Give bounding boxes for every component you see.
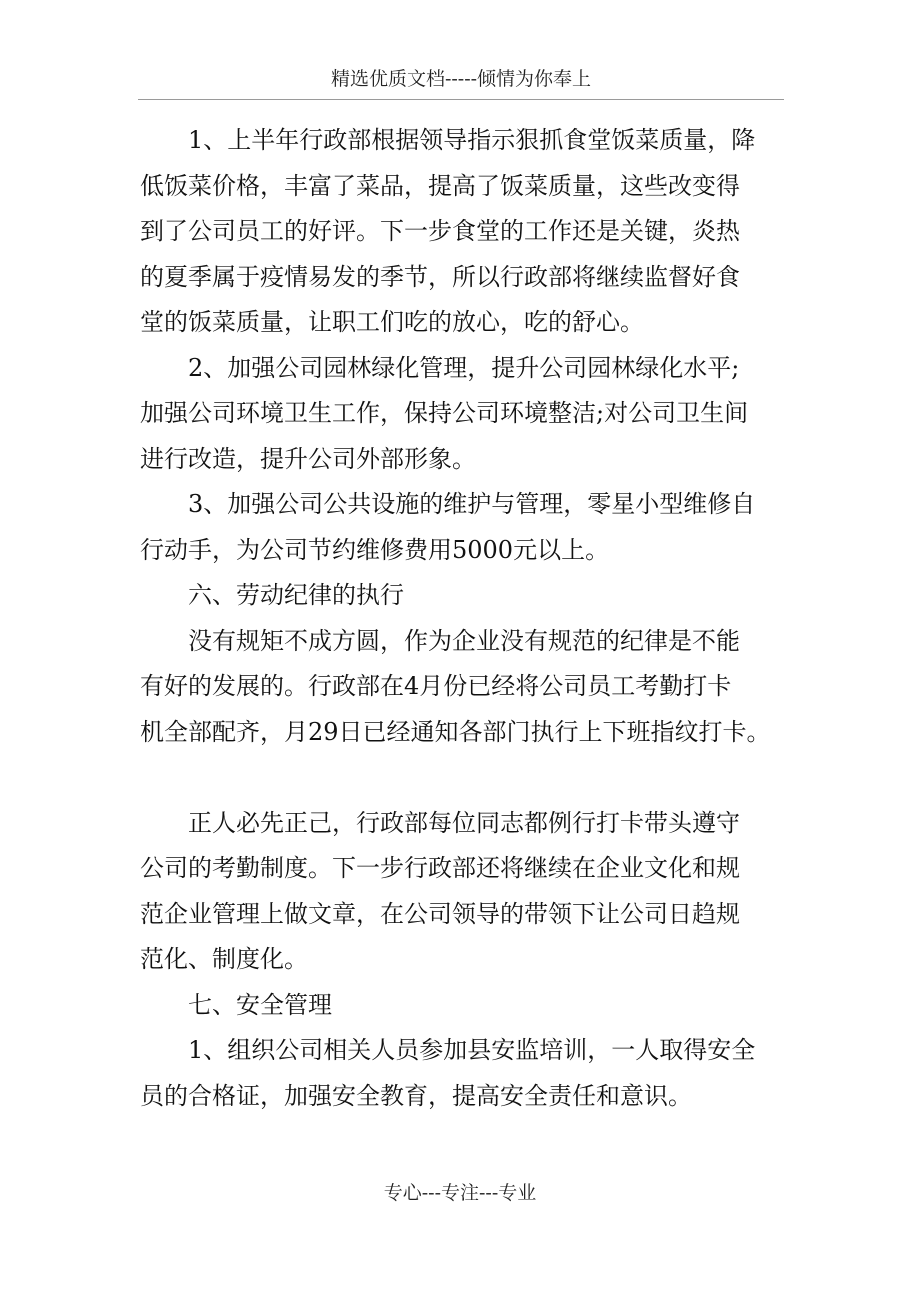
paragraph-line: 进行改造，提升公司外部形象。 [140,444,476,473]
paragraph-line: 范化、制度化。 [140,945,308,973]
paragraph-line: 1、组织公司相关人员参加县安监培训，一人取得安全 [188,1036,756,1064]
paragraph-line: 加强公司环境卫生工作，保持公司环境整洁;对公司卫生间 [140,399,749,427]
section-heading: 七、安全管理 [188,990,332,1019]
paragraph-line: 范企业管理上做文章，在公司领导的带领下让公司日趋规 [140,899,740,928]
paragraph-line: 低饭菜价格，丰富了菜品，提高了饭菜质量，这些改变得 [140,171,740,200]
paragraph-line: 机全部配齐，月29日已经通知各部门执行上下班指纹打卡。 [140,717,771,746]
paragraph-line: 有好的发展的。行政部在4月份已经将公司员工考勤打卡 [140,672,732,700]
paragraph-line: 公司的考勤制度。下一步行政部还将继续在企业文化和规 [140,854,740,882]
paragraph-line: 1、上半年行政部根据领导指示狠抓食堂饭菜质量，降 [188,126,756,154]
paragraph-line: 员的合格证，加强安全教育，提高安全责任和意识。 [140,1081,692,1110]
page-header: 精选优质文档-----倾情为你奉上 [138,64,784,100]
document-body [140,118,790,1119]
paragraph-line: 的夏季属于疫情易发的季节，所以行政部将继续监督好食 [140,262,740,291]
blank-line [140,755,790,801]
paragraph-line: 到了公司员工的好评。下一步食堂的工作还是关键，炎热 [140,217,740,245]
paragraph-line: 行动手，为公司节约维修费用5000元以上。 [140,535,610,564]
paragraph-line: 没有规矩不成方圆，作为企业没有规范的纪律是不能 [188,626,740,655]
page-footer: 专心---专注---专业 [383,1182,537,1204]
paragraph-line: 正人必先正己，行政部每位同志都例行打卡带头遵守 [188,808,740,837]
paragraph-line: 堂的饭菜质量，让职工们吃的放心，吃的舒心。 [140,308,644,336]
paragraph-line: 2、加强公司园林绿化管理，提升公司园林绿化水平; [188,353,740,382]
section-heading: 六、劳动纪律的执行 [188,581,404,609]
paragraph-line: 3、加强公司公共设施的维护与管理，零星小型维修自 [188,490,756,518]
